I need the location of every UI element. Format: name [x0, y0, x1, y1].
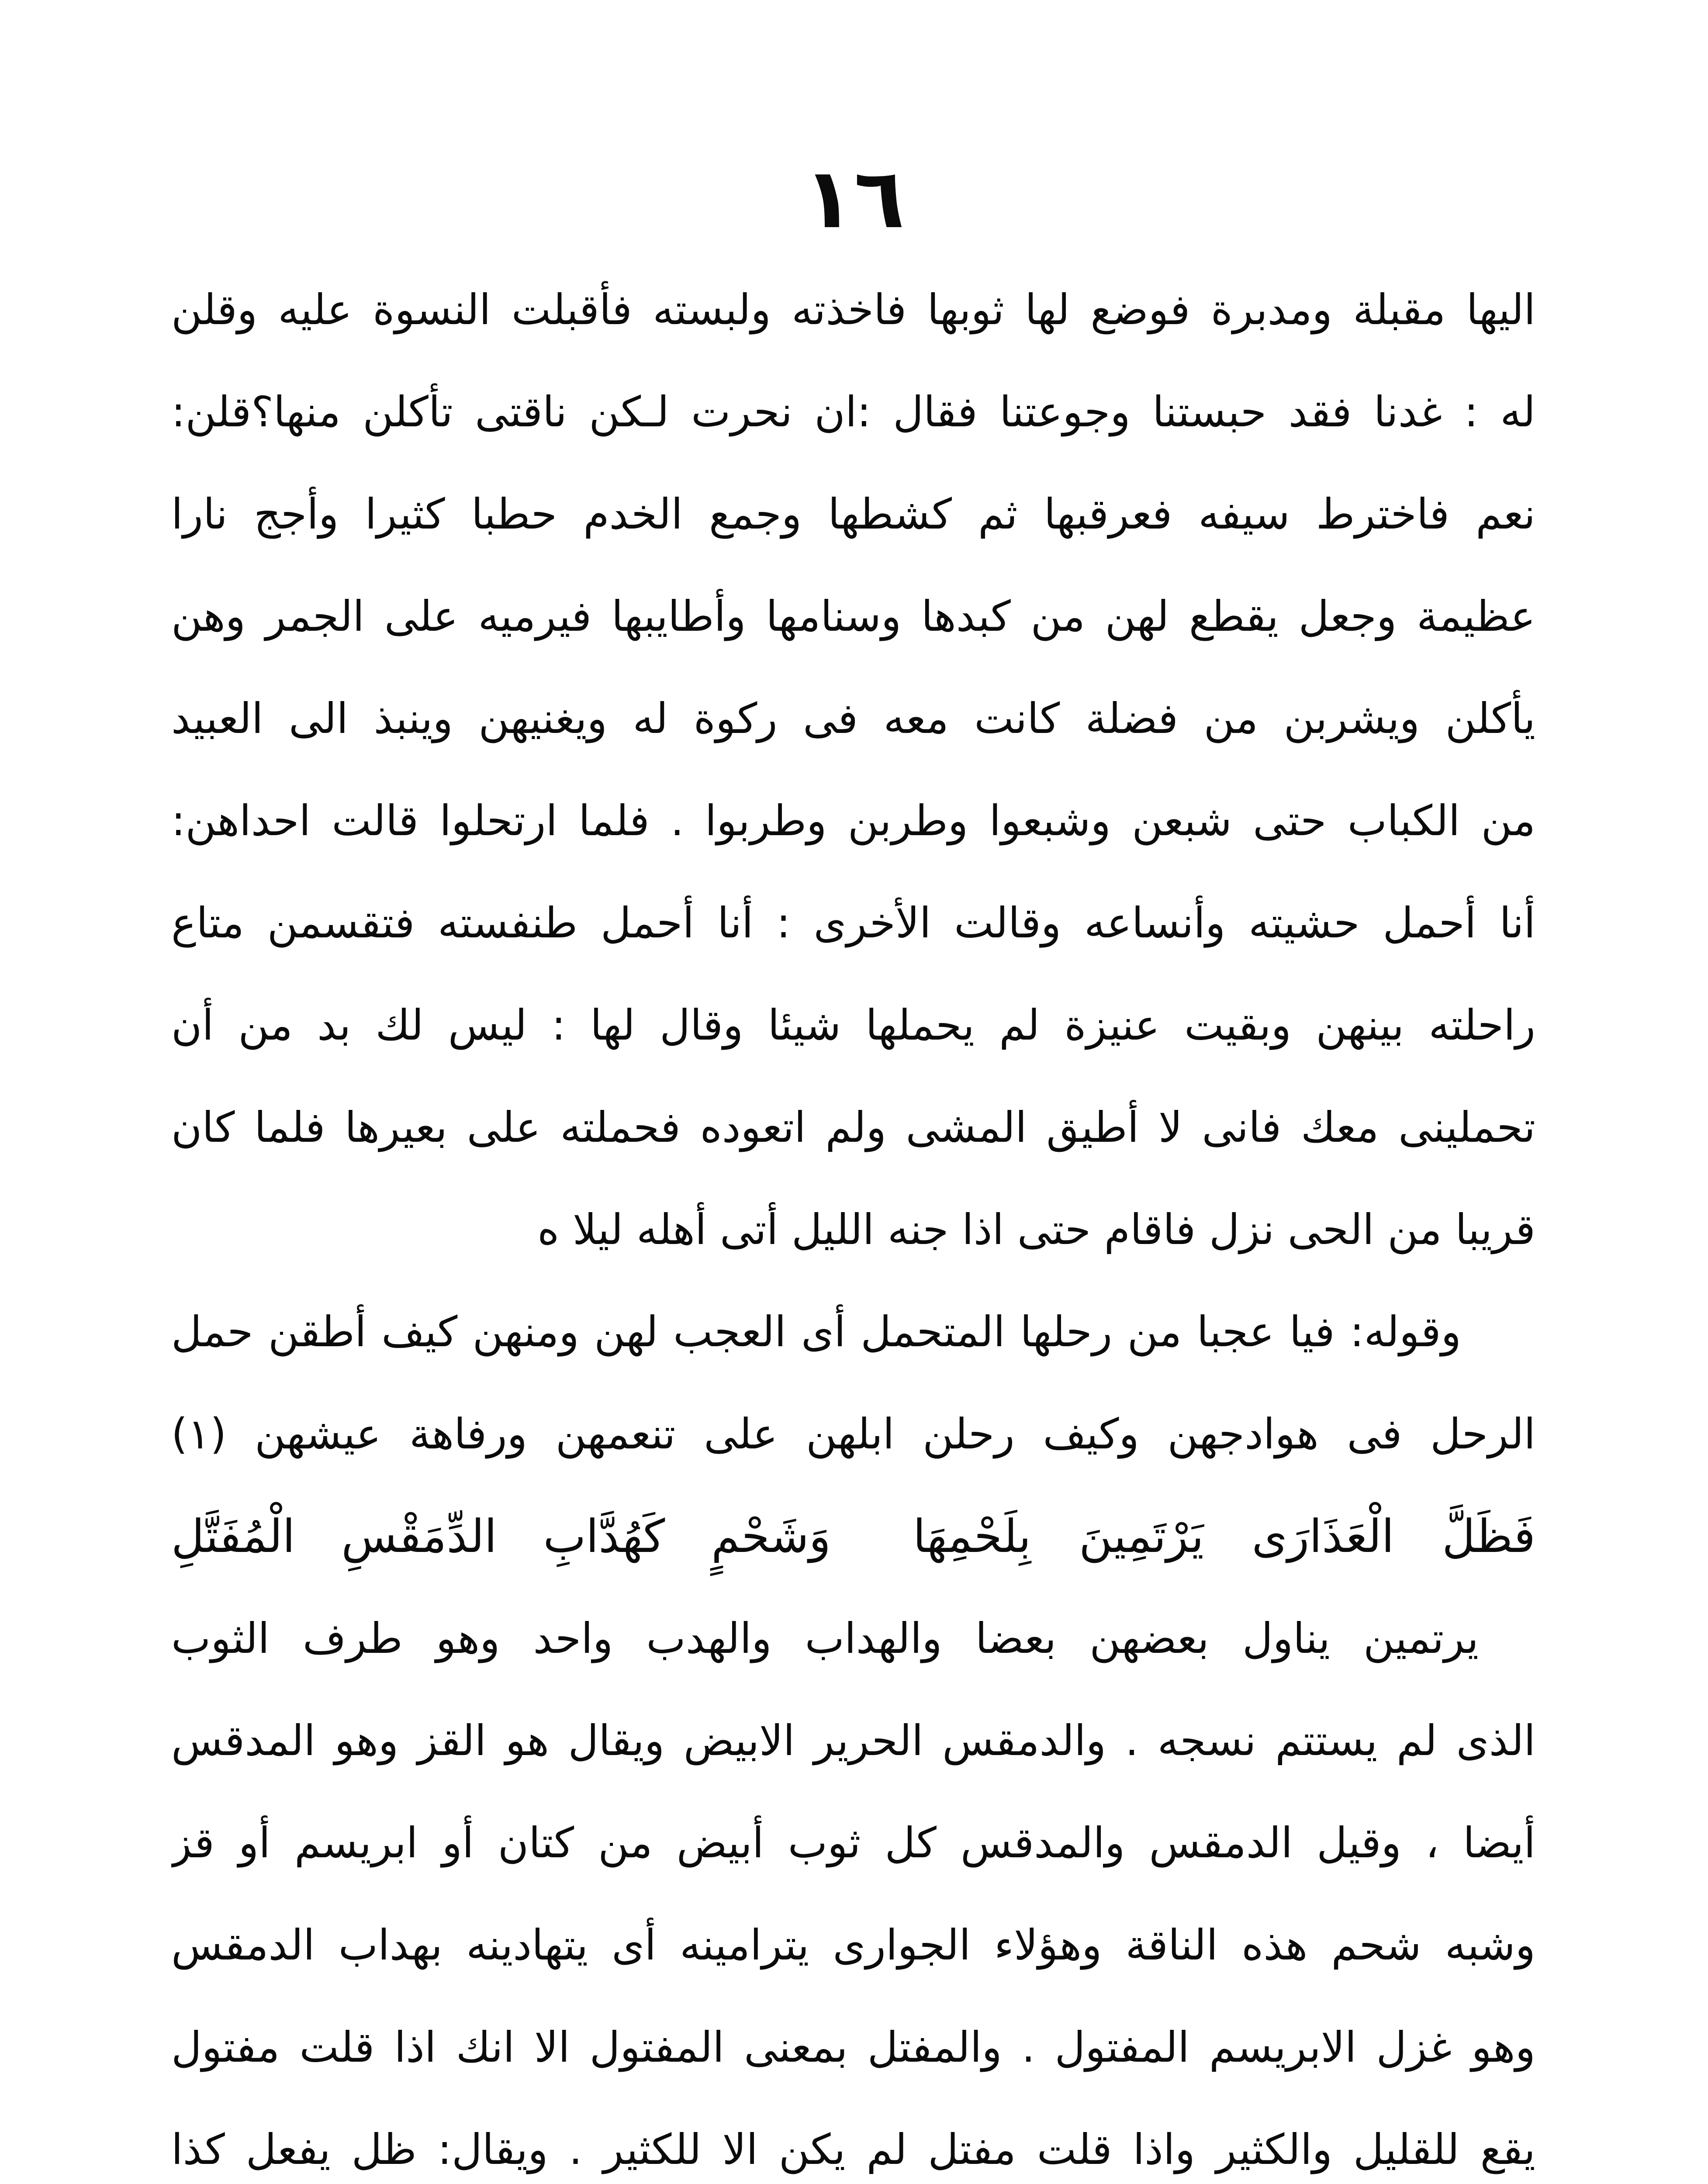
- verse-first-hemistich: فَظَلَّ الْعَذَارَى يَرْتَمِينَ بِلَحْمِهَا: [913, 1510, 1535, 1563]
- text-line: نعم فاخترط سيفه فعرقبها ثم كشطها وجمع الخدم حطبا كثيرا وأجج نارا: [171, 490, 1535, 539]
- text-line: عظيمة وجعل يقطع لهن من كبدها وسنامها وأطايبها فيرميه على الجمر وهن: [171, 592, 1535, 641]
- text-line: اليها مقبلة ومدبرة فوضع لها ثوبها فاخذته ولبسته فأقبلت النسوة عليه وقلن: [171, 285, 1535, 334]
- text-line: وهو غزل الابريسم المفتول . والمفتل بمعنى المفتول الا انك اذا قلت مفتول: [171, 2023, 1535, 2072]
- verse-second-hemistich: وَشَحْمٍ كَهُدَّابِ الدِّمَقْسِ الْمُفَتَّلِ: [171, 1510, 831, 1563]
- text-line: أنا أحمل حشيته وأنساعه وقالت الأخرى : أنا أحمل طنفسته فتقسمن متاع: [171, 898, 1535, 947]
- poem-verse: [171, 1485, 1535, 1587]
- text-line: وشبه شحم هذه الناقة وهؤلاء الجوارى يترامينه أى يتهادينه بهداب الدمقس: [171, 1921, 1535, 1970]
- text-line: يقع للقليل والكثير واذا قلت مفتل لم يكن الا للكثير . ويقال: ظل يفعل كذا: [171, 2125, 1535, 2174]
- page-number: ١٦: [803, 150, 905, 247]
- text-line: راحلته بينهن وبقيت عنيزة لم يحملها شيئا وقال لها : ليس لك بد من أن: [171, 1001, 1535, 1050]
- text-line: وقوله: فيا عجبا من رحلها المتحمل أى العجب لهن ومنهن كيف أطقن حمل: [171, 1307, 1461, 1356]
- text-line: من الكباب حتى شبعن وشبعوا وطربن وطربوا . فلما ارتحلوا قالت احداهن:: [171, 796, 1535, 845]
- main-text: [171, 259, 1535, 2184]
- text-line: تحملينى معك فانى لا أطيق المشى ولم اتعوده فحملته على بعيرها فلما كان: [171, 1103, 1535, 1152]
- text-line-with-footnote-ref: الرحل فى هوادجهن وكيف رحلن ابلهن على تنعمهن ورفاهة عيشهن (١): [171, 1410, 1535, 1458]
- text-line: الذى لم يستتم نسجه . والدمقس الحرير الابيض ويقال هو القز وهو المدقس: [171, 1716, 1535, 1765]
- paragraph-end-line: قريبا من الحى نزل فاقام حتى اذا جنه الليل أتى أهله ليلا ه: [537, 1205, 1535, 1254]
- text-line: أيضا ، وقيل الدمقس والمدقس كل ثوب أبيض من كتان أو ابريسم أو قز: [171, 1818, 1535, 1867]
- text-line: يرتمين يناول بعضهن بعضا والهداب والهدب واحد وهو طرف الثوب: [171, 1614, 1479, 1663]
- text-line: له : غدنا فقد حبستنا وجوعتنا فقال :ان نحرت لـكن ناقتى تأكلن منها؟قلن:: [171, 387, 1535, 436]
- text-line: يأكلن ويشربن من فضلة كانت معه فى ركوة له ويغنيهن وينبذ الى العبيد: [171, 694, 1535, 743]
